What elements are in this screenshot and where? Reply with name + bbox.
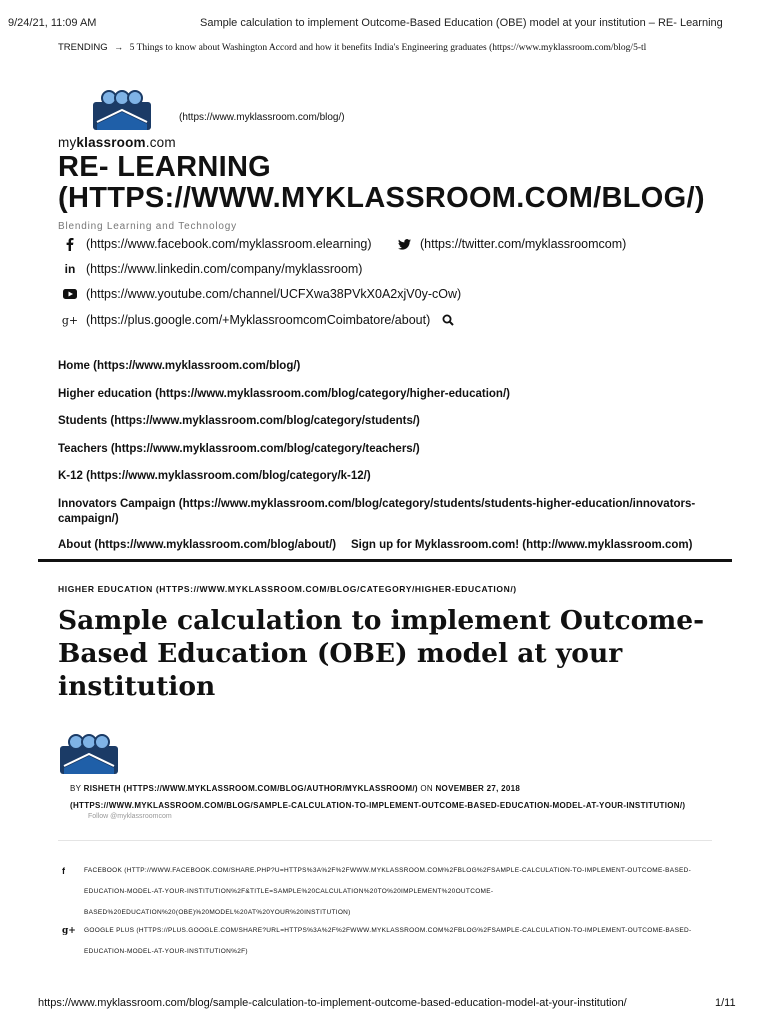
facebook-link[interactable]: (https://www.facebook.com/myklassroom.elearning) — [86, 237, 372, 251]
print-doc-title: Sample calculation to implement Outcome-Based Education (OBE) model at your institution – RE- Learning — [200, 17, 723, 29]
byline-by: BY — [70, 784, 82, 793]
nav-innovators[interactable]: Innovators Campaign (https://www.myklassroom.com/blog/category/students/students-higher-education/innovators-campaign/) — [58, 498, 696, 525]
facebook-icon — [62, 237, 78, 251]
post-date[interactable]: NOVEMBER 27, 2018 — [435, 784, 521, 793]
social-linkedin[interactable] — [62, 262, 362, 276]
brand-bold: klassroom — [76, 135, 146, 150]
twitter-follow-button[interactable]: Follow @myklassroomcom — [88, 813, 172, 820]
nav-k12[interactable]: K-12 (https://www.myklassroom.com/blog/category/k-12/) — [58, 470, 371, 482]
nav-higher-education[interactable]: Higher education (https://www.myklassroom.com/blog/category/higher-education/) — [58, 388, 510, 400]
logo-link[interactable]: (https://www.myklassroom.com/blog/) — [179, 112, 345, 123]
nav-home[interactable]: Home (https://www.myklassroom.com/blog/) — [58, 360, 301, 372]
share-facebook-link[interactable]: FACEBOOK (HTTP://WWW.FACEBOOK.COM/SHARE.PHP?U=HTTPS%3A%2F%2FWWW.MYKLASSROOM.COM%2FBLOG%2FSAMPLE-CALCULATION-TO-IMPLEMENT-OUTCOME-BASED-EDUCATION-MODEL-AT-YOUR-INSTITUTION%2F&TITLE=SAMPLE%20CALCULATION%20TO%20IMPLEMENT%20OUTCOME-BASED%20EDUCATION%20(OBE)%20MODEL%20AT%20YOUR%20INSTITUTION) — [84, 867, 692, 916]
brand-suffix: .com — [145, 135, 176, 150]
social-googleplus[interactable] — [62, 313, 464, 327]
nav-about[interactable]: About (https://www.myklassroom.com/blog/about/) — [58, 539, 337, 551]
googleplus-link[interactable]: (https://plus.google.com/+MyklassroomcomCoimbatore/about) — [86, 313, 431, 327]
social-youtube[interactable] — [62, 287, 461, 301]
trending-link[interactable]: 5 Things to know about Washington Accord and how it benefits India's Engineering graduates (https://www.myklassroom.com/blog/5-tl — [129, 43, 647, 53]
post-byline — [70, 780, 750, 814]
social-facebook[interactable] — [62, 237, 372, 251]
print-page-number: 1/11 — [715, 997, 736, 1009]
youtube-icon — [62, 287, 78, 301]
nav-students[interactable]: Students (https://www.myklassroom.com/blog/category/students/) — [58, 415, 420, 427]
twitter-icon — [396, 237, 412, 251]
trending-bar — [58, 42, 646, 53]
trending-label: TRENDING — [58, 42, 108, 53]
brand-wordmark — [58, 135, 176, 150]
social-twitter[interactable] — [396, 237, 626, 251]
author-avatar — [58, 732, 120, 776]
byline-on: ON — [420, 784, 433, 793]
brand-prefix: my — [58, 135, 77, 150]
twitter-link[interactable]: (https://twitter.com/myklassroomcom) — [420, 237, 627, 251]
linkedin-link[interactable]: (https://www.linkedin.com/company/myklassroom) — [86, 262, 363, 276]
google-plus-icon: g+ — [61, 313, 79, 327]
print-footer-url: https://www.myklassroom.com/blog/sample-calculation-to-implement-outcome-based-education-model-at-your-institution/ — [38, 997, 627, 1009]
site-title[interactable]: RE- LEARNING (HTTPS://WWW.MYKLASSROOM.COM/BLOG/) — [58, 151, 705, 214]
post-permalink[interactable]: (HTTPS://WWW.MYKLASSROOM.COM/BLOG/SAMPLE-CALCULATION-TO-IMPLEMENT-OUTCOME-BASED-EDUCATION-MODEL-AT-YOUR-INSTITUTION/) — [70, 801, 686, 810]
post-category[interactable]: HIGHER EDUCATION (HTTPS://WWW.MYKLASSROOM.COM/BLOG/CATEGORY/HIGHER-EDUCATION/) — [58, 584, 517, 594]
arrow-right-icon: → — [114, 42, 124, 52]
search-icon[interactable] — [440, 313, 456, 327]
linkedin-icon: in — [64, 262, 76, 276]
share-googleplus-link[interactable]: GOOGLE PLUS (HTTPS://PLUS.GOOGLE.COM/SHARE?URL=HTTPS%3A%2F%2FWWW.MYKLASSROOM.COM%2FBLOG%2FSAMPLE-CALCULATION-TO-IMPLEMENT-OUTCOME-BASED-EDUCATION-MODEL-AT-YOUR-INSTITUTION%2F) — [84, 927, 692, 955]
site-tagline: Blending Learning and Technology — [58, 221, 237, 232]
myklassroom-logo[interactable] — [91, 88, 153, 132]
print-datetime: 9/24/21, 11:09 AM — [8, 17, 97, 29]
post-title: Sample calculation to implement Outcome-Based Education (OBE) model at your institution — [58, 605, 705, 702]
share-googleplus-icon: g+ — [62, 926, 76, 936]
author-link[interactable]: RISHETH (HTTPS://WWW.MYKLASSROOM.COM/BLOG/AUTHOR/MYKLASSROOM/) — [83, 784, 418, 793]
share-facebook-icon: f — [62, 866, 65, 876]
byline-divider — [58, 840, 712, 841]
nav-signup[interactable]: Sign up for Myklassroom.com! (http://www.myklassroom.com) — [351, 539, 693, 551]
youtube-link[interactable]: (https://www.youtube.com/channel/UCFXwa38PVkX0A2xjV0y-cOw) — [86, 287, 462, 301]
header-divider — [38, 559, 732, 562]
nav-teachers[interactable]: Teachers (https://www.myklassroom.com/blog/category/teachers/) — [58, 443, 420, 455]
